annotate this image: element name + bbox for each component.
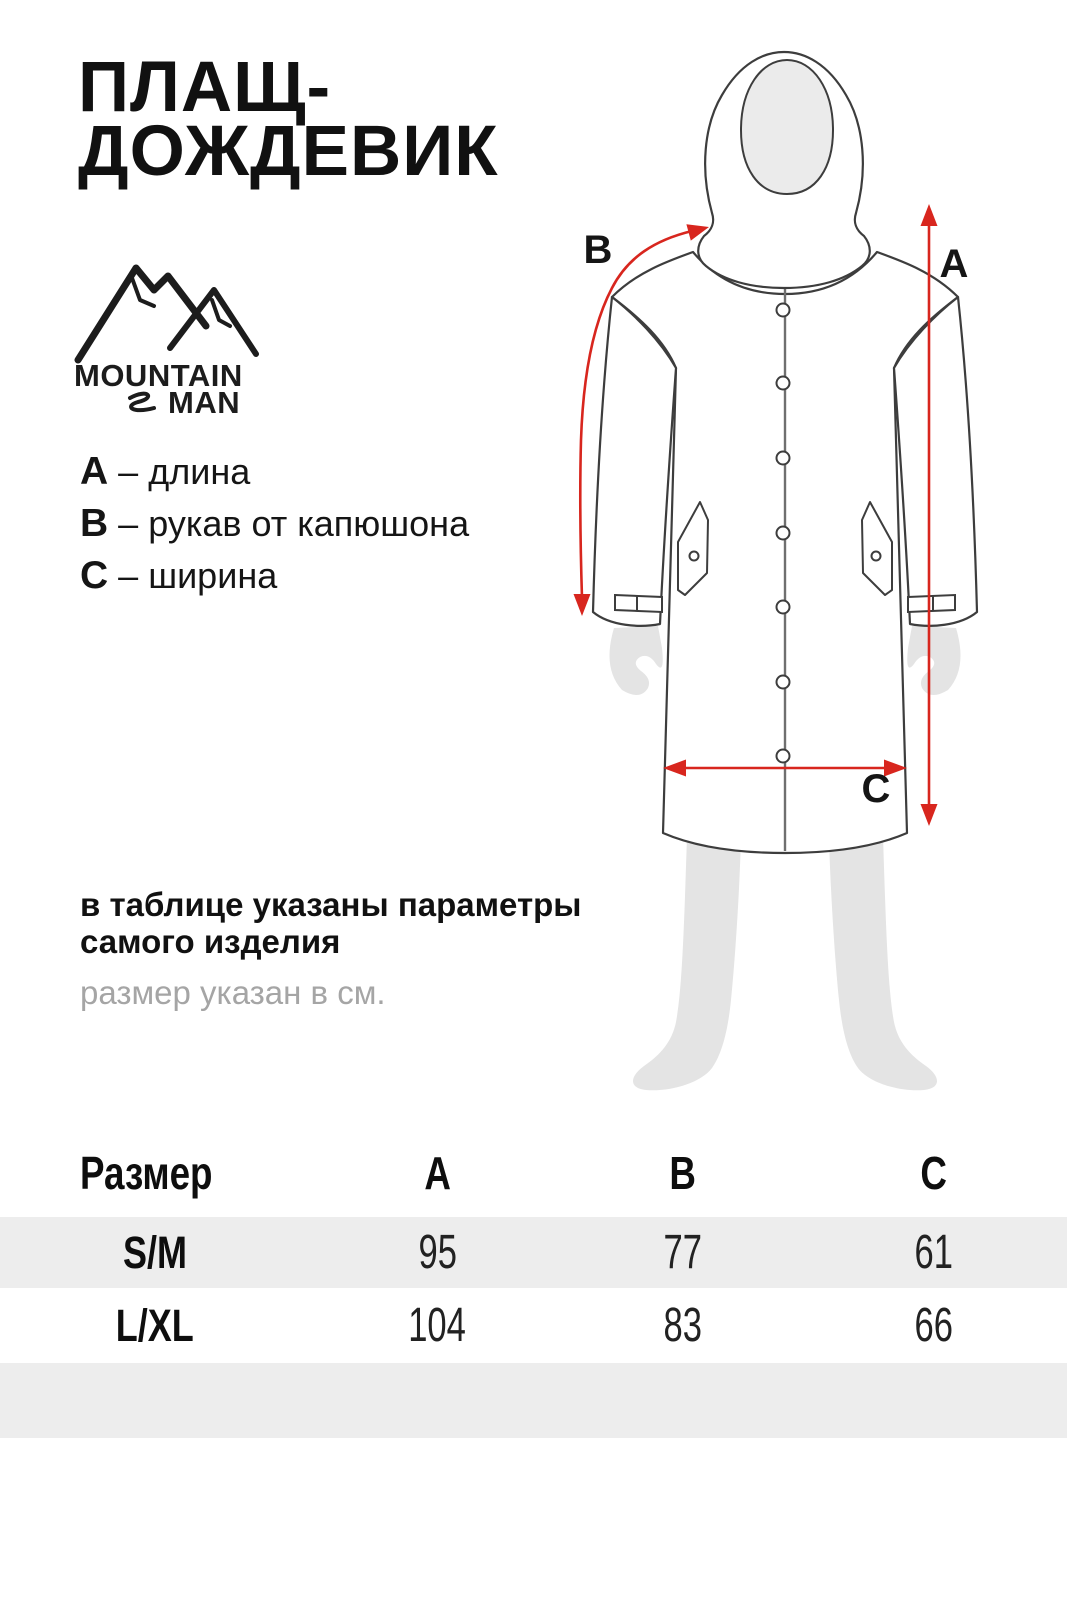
- lxl-c-value: 66: [914, 1299, 953, 1352]
- legend-label-a: – длина: [118, 451, 251, 492]
- size-table: [0, 1118, 1067, 1438]
- cell-sm-a: [309, 1217, 565, 1288]
- note-sub-text: размер указан в см.: [80, 974, 386, 1011]
- cell-sm-c: [800, 1217, 1067, 1288]
- legend-item-b: [80, 498, 469, 550]
- title-line2: ДОЖДЕВИК: [78, 112, 499, 191]
- legend-label-c: – ширина: [118, 555, 278, 596]
- lxl-b-value: 83: [663, 1299, 703, 1352]
- logo-word-man: MAN: [168, 385, 241, 418]
- face-opening: [741, 60, 833, 194]
- header-cell-b: [566, 1118, 801, 1204]
- raincoat-size-diagram: [540, 30, 1010, 1100]
- cell-lxl-a: [309, 1288, 565, 1363]
- table-note: [80, 886, 581, 1012]
- diagram-label-c: C: [861, 767, 891, 811]
- header-c-label: C: [920, 1147, 947, 1199]
- table-row-sm: [0, 1217, 1067, 1288]
- cell-sm-b: [566, 1217, 801, 1288]
- logo-word-mountain: MOUNTAIN: [74, 358, 243, 393]
- lxl-size-value: L/XL: [115, 1299, 194, 1351]
- header-a-label: A: [424, 1147, 451, 1199]
- note-bold-line2: самого изделия: [80, 923, 341, 960]
- legs-silhouette: [633, 836, 937, 1090]
- table-empty-stripe: [0, 1363, 1067, 1438]
- measure-legend: [80, 446, 469, 602]
- legend-letter-a: A: [80, 450, 109, 493]
- cell-sm-size: [0, 1217, 309, 1288]
- legend-letter-b: B: [80, 502, 109, 545]
- title-line1: ПЛАЩ-: [78, 48, 332, 127]
- diagram-label-a: A: [939, 242, 969, 286]
- table-header-row: [0, 1118, 1067, 1204]
- cell-lxl-b: [566, 1288, 801, 1363]
- legend-item-a: [80, 446, 469, 498]
- note-bold-line1: в таблице указаны параметры: [80, 886, 582, 923]
- legend-item-c: [80, 550, 469, 602]
- cell-lxl-c: [800, 1288, 1067, 1363]
- table-row-lxl: [0, 1288, 1067, 1363]
- sm-size-value: S/M: [122, 1226, 187, 1278]
- diagram-label-b: B: [583, 228, 613, 272]
- note-bold-text: [80, 886, 581, 960]
- sm-c-value: 61: [914, 1226, 953, 1279]
- page-title: [78, 48, 499, 191]
- header-size-label: Размер: [80, 1147, 213, 1199]
- cell-lxl-size: [0, 1288, 309, 1363]
- brand-logo: [72, 248, 267, 418]
- legend-label-b: – рукав от капюшона: [118, 503, 470, 544]
- header-cell-a: [309, 1118, 565, 1204]
- header-cell-c: [800, 1118, 1067, 1204]
- legend-letter-c: C: [80, 554, 109, 597]
- sm-b-value: 77: [663, 1226, 703, 1279]
- lxl-a-value: 104: [408, 1299, 467, 1352]
- header-cell-size: [0, 1118, 309, 1204]
- header-b-label: B: [669, 1147, 697, 1199]
- sm-a-value: 95: [418, 1226, 457, 1279]
